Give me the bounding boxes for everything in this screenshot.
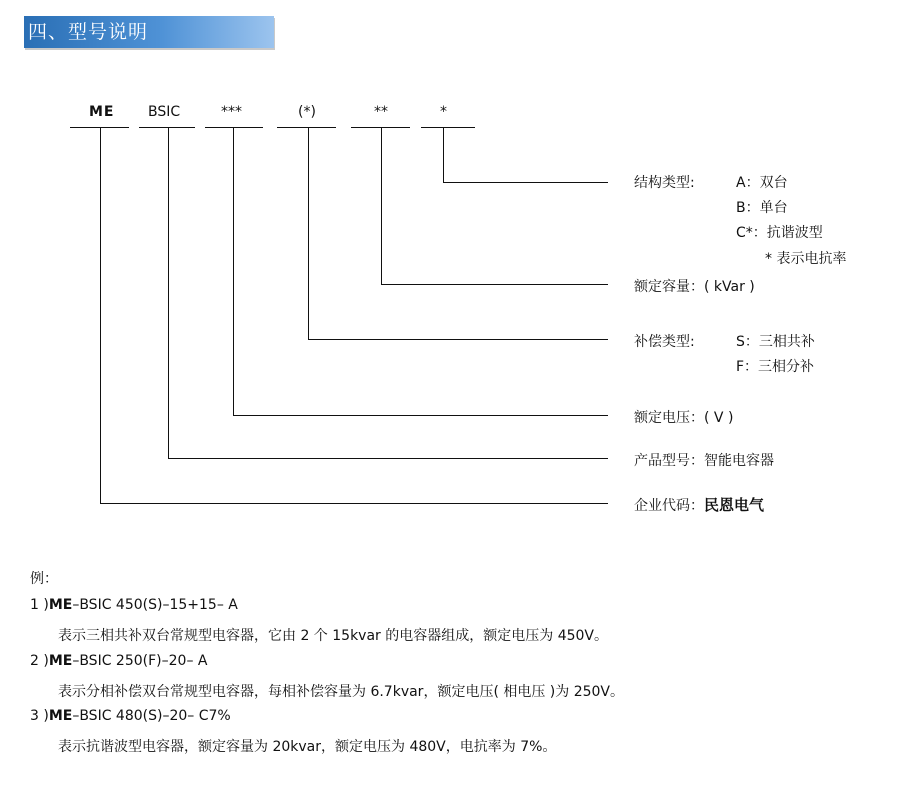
section-title: 四、型号说明 [24, 16, 274, 48]
example-2-code-rest: –BSIC 250(F)–20– A [72, 653, 208, 669]
company-code-value: 民恩电气 [704, 496, 765, 514]
leader-structure-type [444, 128, 609, 183]
structure-type-label: 结构类型: [634, 175, 695, 191]
structure-option-a: A：双台 [736, 175, 788, 191]
structure-option-b: B：单台 [736, 200, 788, 216]
leader-compensation-type [309, 128, 609, 340]
example-2-prefix: 2 ) [30, 653, 49, 669]
segment-compensation: (*) [298, 104, 316, 120]
leader-rated-capacity [382, 128, 609, 285]
example-3-code [30, 708, 231, 724]
example-2-desc: 表示分相补偿双台常规型电容器，每相补偿容量为 6.7kvar，额定电压( 相电压 )为 250V。 [58, 684, 625, 700]
company-code [634, 494, 764, 515]
compensation-type-label: 补偿类型: [634, 334, 695, 350]
compensation-option-f: F：三相分补 [736, 359, 815, 375]
rated-voltage-label: 额定电压：( V ) [634, 410, 734, 426]
example-3-desc: 表示抗谐波型电容器，额定容量为 20kvar，额定电压为 480V，电抗率为 7%。 [58, 739, 557, 755]
example-3-code-rest: –BSIC 480(S)–20– C7% [72, 708, 231, 724]
example-3-prefix: 3 ) [30, 708, 49, 724]
company-code-label: 企业代码： [634, 498, 704, 514]
structure-option-c: C*：抗谐波型 [736, 225, 823, 241]
example-1-code [30, 597, 238, 613]
example-3-code-bold: ME [48, 708, 73, 724]
segment-voltage: *** [221, 104, 242, 120]
example-1-code-rest: –BSIC 450(S)–15+15– A [72, 597, 238, 613]
example-2-code [30, 653, 207, 669]
example-1-prefix: 1 ) [30, 597, 49, 613]
segment-me: ME [89, 104, 115, 120]
rated-capacity-label: 额定容量：( kVar ) [634, 279, 755, 295]
leader-company-code [101, 128, 609, 504]
segment-bsic: BSIC [148, 104, 181, 120]
leader-product-type [169, 128, 609, 459]
compensation-option-s: S：三相共补 [736, 334, 815, 350]
example-2-code-bold: ME [48, 653, 73, 669]
segment-capacity: ** [374, 104, 388, 120]
segment-structure: * [440, 104, 447, 120]
example-1-code-bold: ME [48, 597, 73, 613]
leader-rated-voltage [234, 128, 609, 416]
example-1-desc: 表示三相共补双台常规型电容器，它由 2 个 15kvar 的电容器组成，额定电压为 450V。 [58, 628, 608, 644]
examples-heading: 例： [30, 571, 58, 587]
product-type-label: 产品型号：智能电容器 [634, 453, 774, 469]
structure-note: * 表示电抗率 [765, 251, 847, 267]
